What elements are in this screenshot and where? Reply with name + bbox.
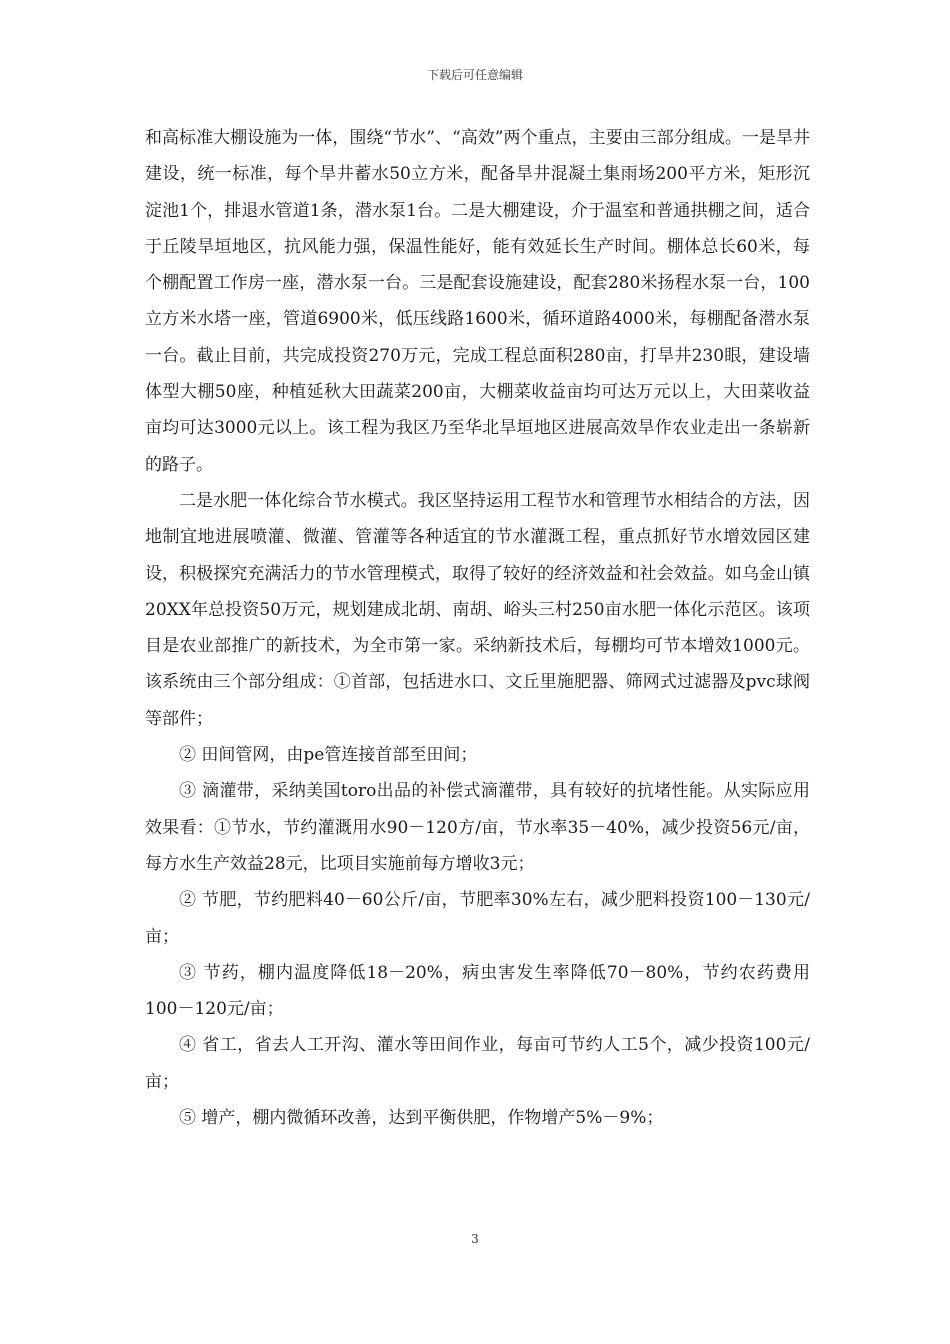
paragraph: ③ 滴灌带，采纳美国toro出品的补偿式滴灌带，具有较好的抗堵性能。从实际应用效果看：①节水，节约灌溉用水90－120方/亩，节水率35－40%，减少投资56元/亩，每方水生产效益28元，比项目实施前每方增收3元； <box>145 781 810 874</box>
paragraph: 和高标准大棚设施为一体，围绕“节水”、“高效”两个重点，主要由三部分组成。一是旱井建设，统一标准，每个旱井蓄水50立方米，配备旱井混凝土集雨场200平方米，矩形沉淀池1个，排退水管道1条，潜水泵1台。二是大棚建设，介于温室和普通拱棚之间，适合于丘陵旱垣地区，抗风能力强，保温性能好，能有效延长生产时间。棚体总长60米，每个棚配置工作房一座，潜水泵一台。三是配套设施建设，配套280米扬程水泵一台，100立方米水塔一座，管道6900米，低压线路1600米，循环道路4000米，每棚配备潜水泵一台。截止目前，共完成投资270万元，完成工程总面积280亩，打旱井230眼，建设墙体型大棚50座，种植延秋大田蔬菜200亩，大棚菜收益亩均可达万元以上，大田菜收益亩均可达3000元以上。该工程为我区乃至华北旱垣地区进展高效旱作农业走出一条崭新的路子。 <box>145 128 810 475</box>
document-body <box>145 120 810 1136</box>
page-number: 3 <box>471 1232 479 1246</box>
page-header: 下载后可任意编辑 <box>426 68 523 82</box>
paragraph: ② 节肥，节约肥料40－60公斤/亩，节肥率30%左右，减少肥料投资100－130元/亩； <box>145 890 810 947</box>
paragraph: ② 田间管网，由pe管连接首部至田间； <box>179 745 478 766</box>
paragraph: ⑤ 增产，棚内微循环改善，达到平衡供肥，作物增产5%－9%； <box>179 1108 664 1129</box>
paragraph: ④ 省工，省去人工开沟、灌水等田间作业，每亩可节约人工5个，减少投资100元/亩； <box>145 1035 810 1092</box>
paragraph: 二是水肥一体化综合节水模式。我区坚持运用工程节水和管理节水相结合的方法，因地制宜地进展喷灌、微灌、管灌等各种适宜的节水灌溉工程，重点抓好节水增效园区建设，积极探究充满活力的节水管理模式，取得了较好的经济效益和社会效益。如乌金山镇20XX年总投资50万元，规划建成北胡、南胡、峪头三村250亩水肥一体化示范区。该项目是农业部推广的新技术，为全市第一家。采纳新技术后，每棚均可节本增效1000元。该系统由三个部分组成：①首部，包括进水口、文丘里施肥器、筛网式过滤器及pvc球阀等部件； <box>145 490 810 729</box>
paragraph: ③ 节药，棚内温度降低18－20%，病虫害发生率降低70－80%，节约农药费用100－120元/亩； <box>145 962 810 1020</box>
